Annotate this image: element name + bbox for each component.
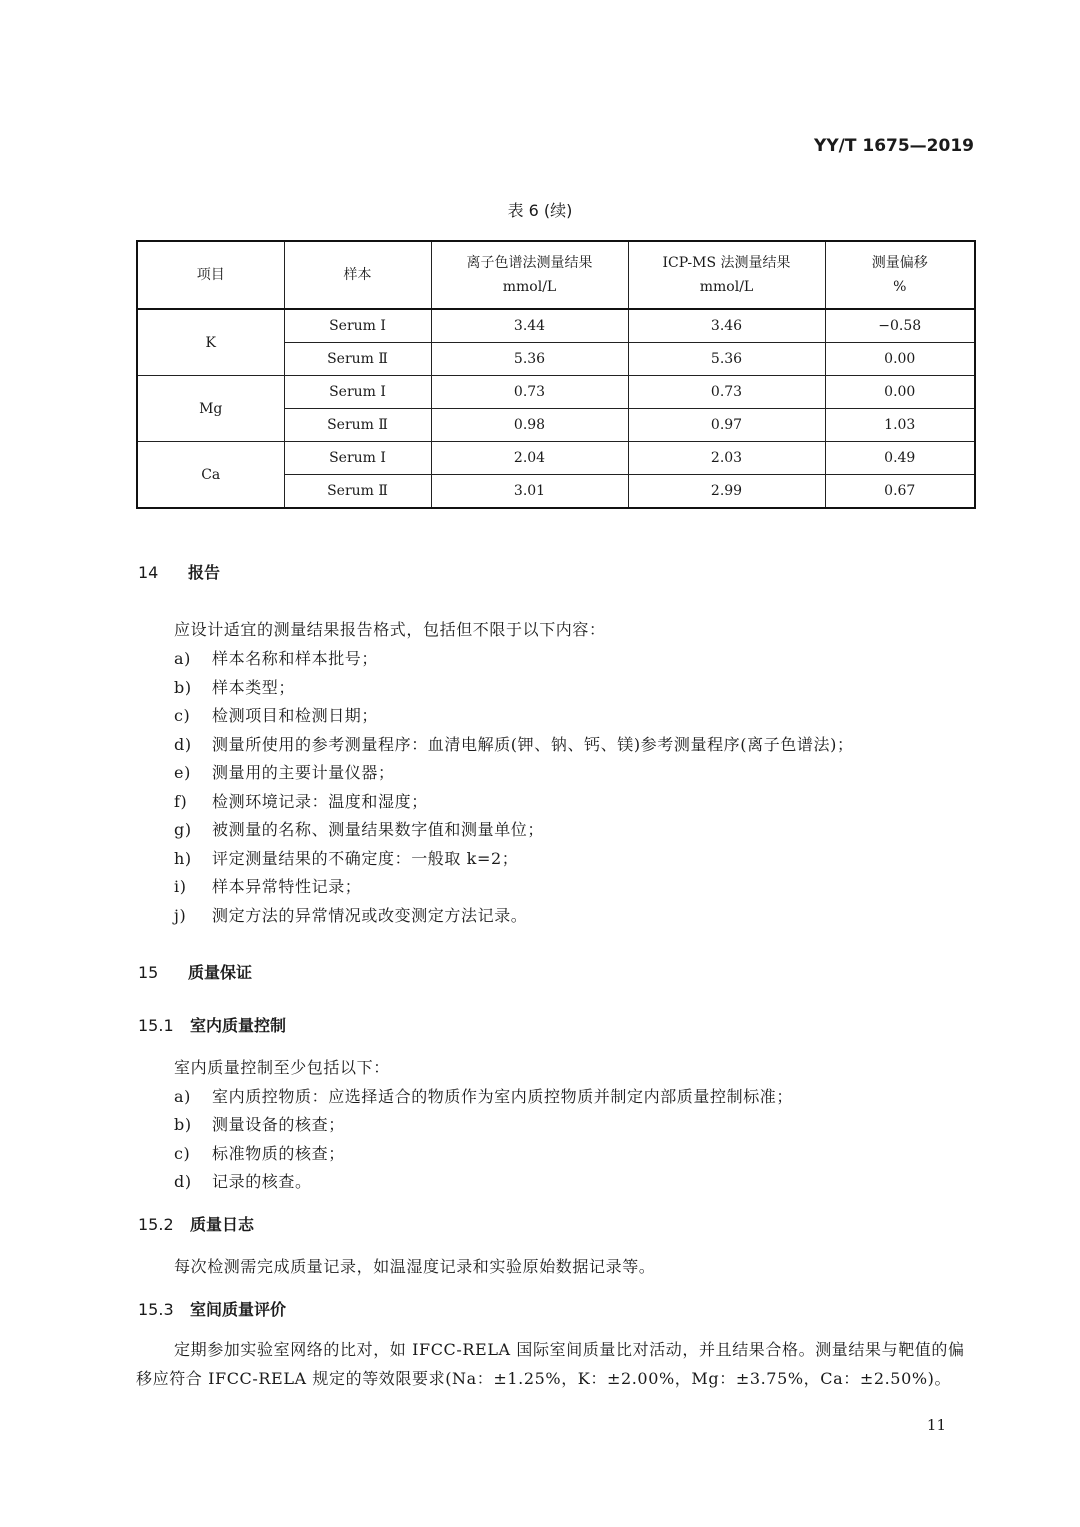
table-row	[137, 309, 975, 343]
header-item: 项目	[137, 241, 284, 309]
table-header-row	[137, 241, 975, 309]
table-title: 表 6 (续)	[507, 201, 573, 220]
cell-bias: 0.00	[825, 343, 975, 376]
section-15-2-heading: 15.2 质量日志	[138, 1215, 255, 1234]
cell-ic: 0.98	[431, 409, 628, 442]
cell-bias: 0.67	[825, 475, 975, 509]
cell-ic: 3.01	[431, 475, 628, 509]
list-item: c) 标准物质的核查；	[174, 1144, 345, 1163]
cell-sample: Serum Ⅱ	[284, 475, 431, 509]
cell-item: K	[137, 309, 284, 376]
cell-item: Ca	[137, 442, 284, 509]
cell-ic: 3.44	[431, 309, 628, 343]
cell-ic: 5.36	[431, 343, 628, 376]
cell-item: Mg	[137, 376, 284, 442]
list-item: f) 检测环境记录：温度和湿度；	[174, 792, 428, 811]
results-table	[136, 240, 976, 509]
list-item: a) 室内质控物质：应选择适合的物质作为室内质控物质并制定内部质量控制标准；	[174, 1087, 794, 1106]
standard-code: YY/T 1675—2019	[814, 136, 974, 156]
header-sample: 样本	[284, 241, 431, 309]
list-item: a) 样本名称和样本批号；	[174, 649, 379, 668]
section-15-1-intro: 室内质量控制至少包括以下：	[174, 1058, 390, 1077]
table-row	[137, 442, 975, 475]
cell-sample: Serum Ⅰ	[284, 309, 431, 343]
cell-ic: 2.04	[431, 442, 628, 475]
section-15-3-text: 定期参加实验室网络的比对，如 IFCC-RELA 国际室间质量比对活动，并且结果合格。测量结果与靶值的偏移应符合 IFCC-RELA 规定的等效限要求(Na：±1.25%，K：±2.00%，Mg：±3.75%，Ca：±2.50%)。	[136, 1340, 965, 1388]
cell-icpms: 2.03	[628, 442, 825, 475]
list-item: b) 样本类型；	[174, 678, 296, 697]
cell-sample: Serum Ⅰ	[284, 376, 431, 409]
list-item: d) 测量所使用的参考测量程序：血清电解质(钾、钠、钙、镁)参考测量程序(离子色谱法)；	[174, 735, 854, 754]
table-row	[137, 376, 975, 409]
cell-bias: 0.49	[825, 442, 975, 475]
cell-icpms: 5.36	[628, 343, 825, 376]
header-ic-result: 离子色谱法测量结果 mmol/L	[431, 241, 628, 309]
section-15-heading: 15 质量保证	[138, 963, 253, 982]
section-15-3-heading: 15.3 室间质量评价	[138, 1300, 287, 1319]
cell-ic: 0.73	[431, 376, 628, 409]
section-14-intro: 应设计适宜的测量结果报告格式，包括但不限于以下内容：	[174, 620, 606, 639]
list-item: c) 检测项目和检测日期；	[174, 706, 379, 725]
cell-bias: 1.03	[825, 409, 975, 442]
list-item: e) 测量用的主要计量仪器；	[174, 763, 395, 782]
list-item: d) 记录的核查。	[174, 1172, 312, 1191]
list-item: b) 测量设备的核查；	[174, 1115, 345, 1134]
list-item: j) 测定方法的异常情况或改变测定方法记录。	[174, 906, 528, 925]
cell-bias: 0.00	[825, 376, 975, 409]
cell-sample: Serum Ⅰ	[284, 442, 431, 475]
section-15-1-heading: 15.1 室内质量控制	[138, 1016, 287, 1035]
section-14-heading: 14 报告	[138, 563, 221, 582]
cell-icpms: 0.73	[628, 376, 825, 409]
header-bias: 测量偏移 %	[825, 241, 975, 309]
section-15-2-text: 每次检测需完成质量记录，如温湿度记录和实验原始数据记录等。	[174, 1257, 656, 1276]
list-item: i) 样本异常特性记录；	[174, 877, 362, 896]
cell-icpms: 0.97	[628, 409, 825, 442]
cell-icpms: 3.46	[628, 309, 825, 343]
header-icpms-result: ICP-MS 法测量结果 mmol/L	[628, 241, 825, 309]
cell-sample: Serum Ⅱ	[284, 409, 431, 442]
cell-icpms: 2.99	[628, 475, 825, 509]
page-number: 11	[926, 1416, 946, 1434]
list-item: g) 被测量的名称、测量结果数字值和测量单位；	[174, 820, 545, 839]
cell-sample: Serum Ⅱ	[284, 343, 431, 376]
list-item: h) 评定测量结果的不确定度：一般取 k=2；	[174, 849, 519, 868]
cell-bias: −0.58	[825, 309, 975, 343]
